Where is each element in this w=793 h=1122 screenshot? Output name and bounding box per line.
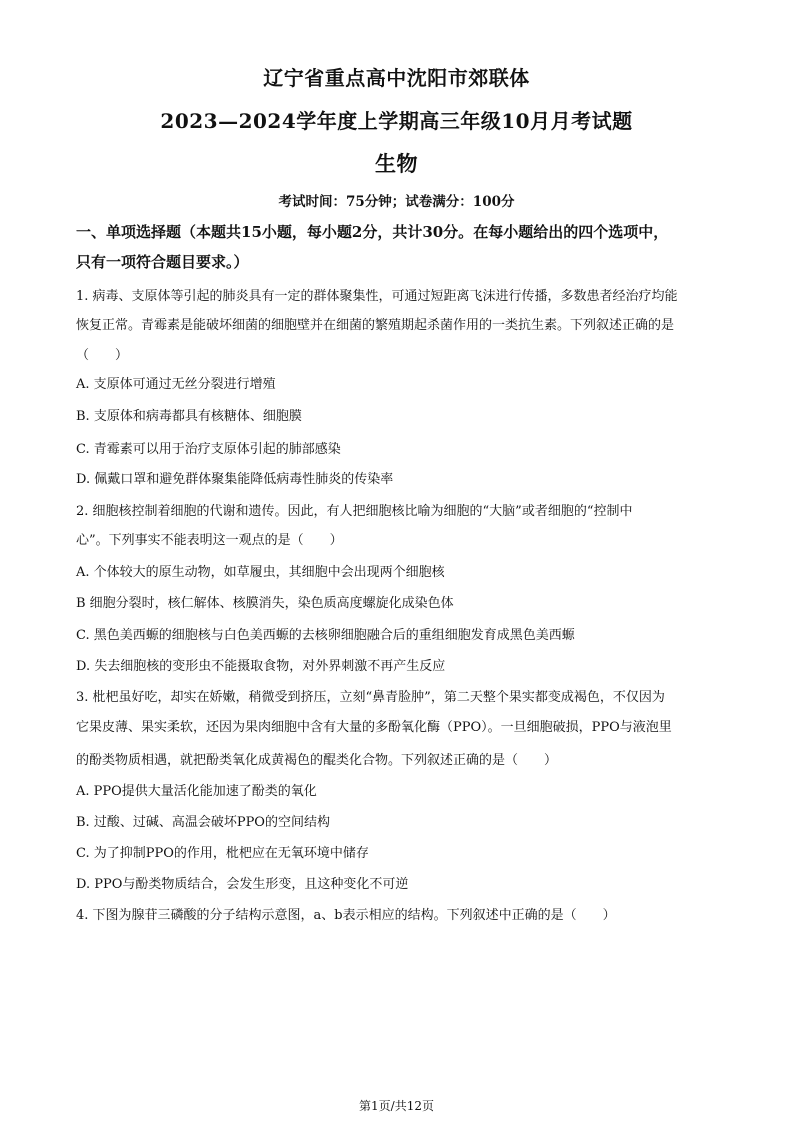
exam-title-line2: 2023—2024学年度上学期高三年级10月月考试题: [160, 109, 633, 133]
q1-stem-line3: （ ）: [76, 348, 129, 363]
q2-option-a: A. 个体较大的原生动物，如草履虫，其细胞中会出现两个细胞核: [76, 565, 445, 580]
q2-option-c: C. 黑色美西螈的细胞核与白色美西螈的去核卵细胞融合后的重组细胞发育成黑色美西螈: [76, 628, 575, 643]
q1-stem-line1: 1. 病毒、支原体等引起的肺炎具有一定的群体聚集性，可通过短距离飞沫进行传播，多数患者经治疗均能: [76, 289, 678, 304]
q2-option-b: B 细胞分裂时，核仁解体、核膜消失，染色质高度螺旋化成染色体: [76, 596, 454, 611]
exam-title-line1: 辽宁省重点高中沈阳市郊联体: [263, 66, 530, 90]
q2-stem-line1: 2. 细胞核控制着细胞的代谢和遗传。因此，有人把细胞核比喻为细胞的“大脑”或者细胞的“控制中: [76, 504, 633, 519]
q3-stem-line3: 的酚类物质相遇，就把酚类氧化成黄褐色的醌类化合物。下列叙述正确的是（ ）: [76, 753, 558, 768]
section-heading: [76, 217, 726, 277]
q3-stem-line2: 它果皮薄、果实柔软，还因为果肉细胞中含有大量的多酚氧化酶（PPO）。一旦细胞破损，PPO与液泡里: [76, 720, 672, 735]
page-footer: 第1页/共12页: [359, 1099, 434, 1113]
q3-option-b: B. 过酸、过碱、高温会破坏PPO的空间结构: [76, 815, 330, 830]
q1-option-d: D. 佩戴口罩和避免群体聚集能降低病毒性肺炎的传染率: [76, 472, 394, 487]
q3-option-d: D. PPO与酚类物质结合，会发生形变，且这种变化不可逆: [76, 877, 409, 892]
exam-info: 考试时间：75分钟；试卷满分：100分: [278, 194, 515, 210]
exam-subject: 生物: [375, 151, 418, 176]
q3-option-a: A. PPO提供大量活化能加速了酚类的氧化: [76, 784, 317, 799]
q1-option-c: C. 青霉素可以用于治疗支原体引起的肺部感染: [76, 442, 341, 457]
q3-stem-line1: 3. 枇杷虽好吃，却实在娇嫩，稍微受到挤压，立刻“鼻青脸肿”，第二天整个果实都变成褐色，不仅因为: [76, 690, 665, 705]
q3-option-c: C. 为了抑制PPO的作用，枇杷应在无氧环境中储存: [76, 846, 369, 861]
q1-option-a: A. 支原体可通过无丝分裂进行增殖: [76, 377, 276, 392]
q2-option-d: D. 失去细胞核的变形虫不能摄取食物，对外界刺激不再产生反应: [76, 659, 446, 674]
section-heading-line1: 一、单项选择题（本题共15小题，每小题2分，共计30分。在每小题给出的四个选项中，: [76, 223, 669, 241]
q1-stem-line2: 恢复正常。青霉素是能破坏细菌的细胞壁并在细菌的繁殖期起杀菌作用的一类抗生素。下列叙述正确的是: [76, 318, 675, 333]
q2-stem-line2: 心”。下列事实不能表明这一观点的是（ ）: [76, 533, 343, 548]
q1-option-b: B. 支原体和病毒都具有核糖体、细胞膜: [76, 409, 302, 424]
q4-stem-line1: 4. 下图为腺苷三磷酸的分子结构示意图，a、b表示相应的结构。下列叙述中正确的是（ ）: [76, 908, 616, 923]
section-heading-line2: 只有一项符合题目要求。）: [76, 253, 249, 271]
